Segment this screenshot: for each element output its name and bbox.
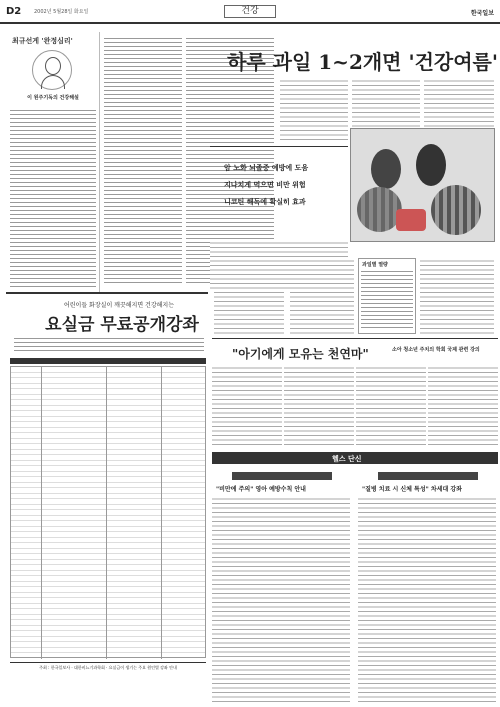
lecture-kicker: 어린이들 화장실이 깨끗해지면 건강해지는 [63,302,175,309]
section-label: 건강 [224,5,276,18]
issue-date: 2002년 5월28일 화요일 [34,9,89,15]
fruit-table-box [358,258,416,334]
sub-text-1 [212,365,282,445]
news-item-2 [358,468,498,704]
main-body-4 [420,258,494,334]
news-section [212,452,498,704]
main-headline: 하루 과일 1~2개면 '건강여름' [227,50,498,74]
sub-headline: "아기에게 모유는 천연마" [232,347,369,361]
sub-side: 소아 청소년 주치의 학회 국제 관련 강의 [392,347,480,353]
page-number: D2 [6,6,22,17]
lecture-ad [6,292,208,702]
main-photo [350,128,495,242]
deck-line-3: 니코틴 해독에 확실히 효과 [224,198,306,206]
main-intro-text-1 [280,78,348,143]
news-item-1-headline: "비만에 주의" 영아 예방수칙 안내 [216,486,306,493]
news-item-1 [212,468,352,704]
sub-text-3 [356,365,426,445]
lecture-footer: 주최 : 한국일보사 · 대한비뇨기과학회 · 요실금이 생기는 주요 원인별 강좌 안내 [10,662,206,671]
main-body-3 [290,258,354,334]
fruit-table-title: 과일별 열량 [362,262,388,268]
news-item-2-headline: "질병 치료 시 신체 특성" 차세대 강좌 [362,486,462,493]
sub-text-4 [428,365,498,445]
column-box [8,32,100,292]
news-item-1-label [232,472,332,480]
masthead: 한국일보 [470,10,494,17]
sub-text-2 [284,365,354,445]
column-text-2 [104,36,182,286]
news-item-2-label [378,472,478,480]
lecture-bar [10,358,206,364]
deck-box [210,146,348,234]
deck-line-2: 지나치게 먹으면 비만 위험 [224,181,306,189]
author-name: 이 원주기독의 건강해설 [27,95,79,101]
sub-article [212,338,498,448]
news-title: 헬스 단신 [332,455,362,463]
lecture-schedule-table [10,366,206,658]
column-text [10,108,96,288]
fruit-table-rows [361,269,413,331]
news-item-1-text [212,496,350,702]
author-portrait [32,50,72,90]
column-series-title: 최규선게 '완정심리' [12,37,73,45]
page-header [0,0,500,24]
lecture-headline: 요실금 무료공개강좌 [45,315,199,335]
deck-line-1: 암 노화 뇌졸중 예방에 도움 [224,164,309,172]
news-item-2-text [358,496,496,702]
lecture-intro [14,336,204,354]
main-body-2 [214,258,284,334]
